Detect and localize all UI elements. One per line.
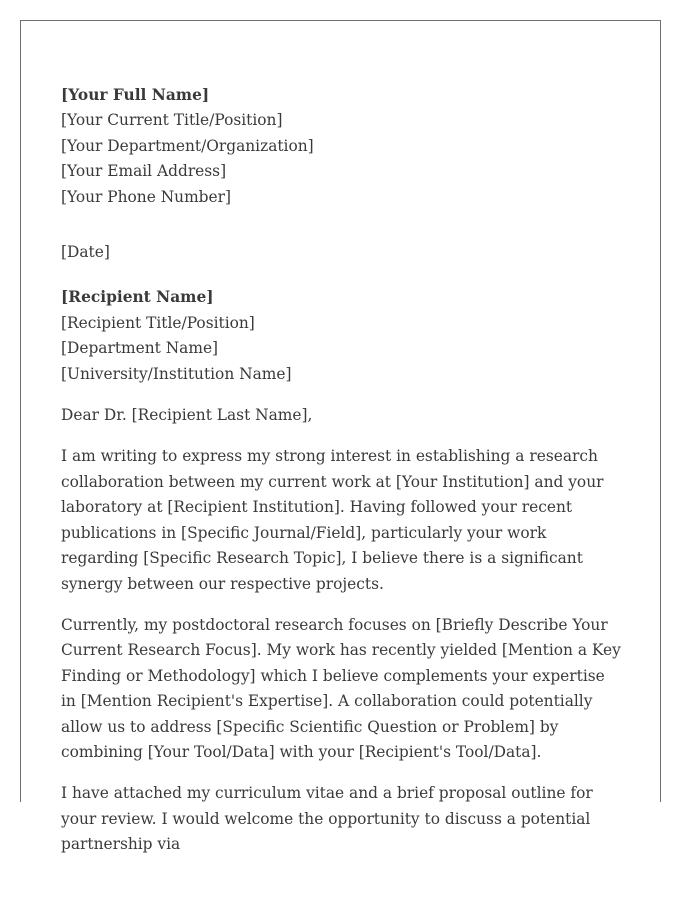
salutation: Dear Dr. [Recipient Last Name], bbox=[61, 406, 313, 425]
sender-department: [Your Department/Organization] bbox=[61, 136, 314, 155]
body-paragraph-2: Currently, my postdoctoral research focuses on [Briefly Describe Your Current Research Focus]. My work has recently yielded [Mention a Key Finding or Methodology] which I believe complements your expertise in [Mention Recipient's Expertise]. A collaboration could potentially allow us to address [Specific Scientific Question or Problem] by combining [Your Tool/Data] with your [Recipient's Tool/Data]. bbox=[61, 615, 621, 761]
sender-phone: [Your Phone Number] bbox=[61, 187, 231, 206]
sender-block bbox=[61, 83, 621, 210]
spacer bbox=[61, 387, 621, 403]
sender-title: [Your Current Title/Position] bbox=[61, 111, 283, 130]
body-paragraph-1: I am writing to express my strong interest in establishing a research collaboration between my current work at [Your Institution] and your laboratory at [Recipient Institution]. Having followed your recent publications in [Specific Journal/Field], particularly your work regarding [Specific Research Topic], I believe there is a significant synergy between our respective projects. bbox=[61, 447, 604, 593]
recipient-title: [Recipient Title/Position] bbox=[61, 313, 255, 332]
recipient-name: [Recipient Name] bbox=[61, 288, 214, 307]
recipient-block bbox=[61, 285, 621, 387]
letter-page bbox=[20, 20, 661, 854]
spacer bbox=[61, 428, 621, 444]
date-block bbox=[61, 240, 621, 265]
letter-date: [Date] bbox=[61, 243, 110, 262]
letter-content bbox=[61, 83, 621, 858]
body-paragraph-3: I have attached my curriculum vitae and a brief proposal outline for your review. I would welcome the opportunity to discuss a potential partnership via bbox=[61, 784, 593, 854]
spacer bbox=[61, 765, 621, 781]
recipient-department: [Department Name] bbox=[61, 339, 219, 358]
spacer bbox=[61, 210, 621, 240]
recipient-institution: [University/Institution Name] bbox=[61, 364, 292, 383]
sender-email: [Your Email Address] bbox=[61, 162, 227, 181]
spacer bbox=[61, 265, 621, 285]
sender-name: [Your Full Name] bbox=[61, 86, 210, 104]
spacer bbox=[61, 597, 621, 613]
